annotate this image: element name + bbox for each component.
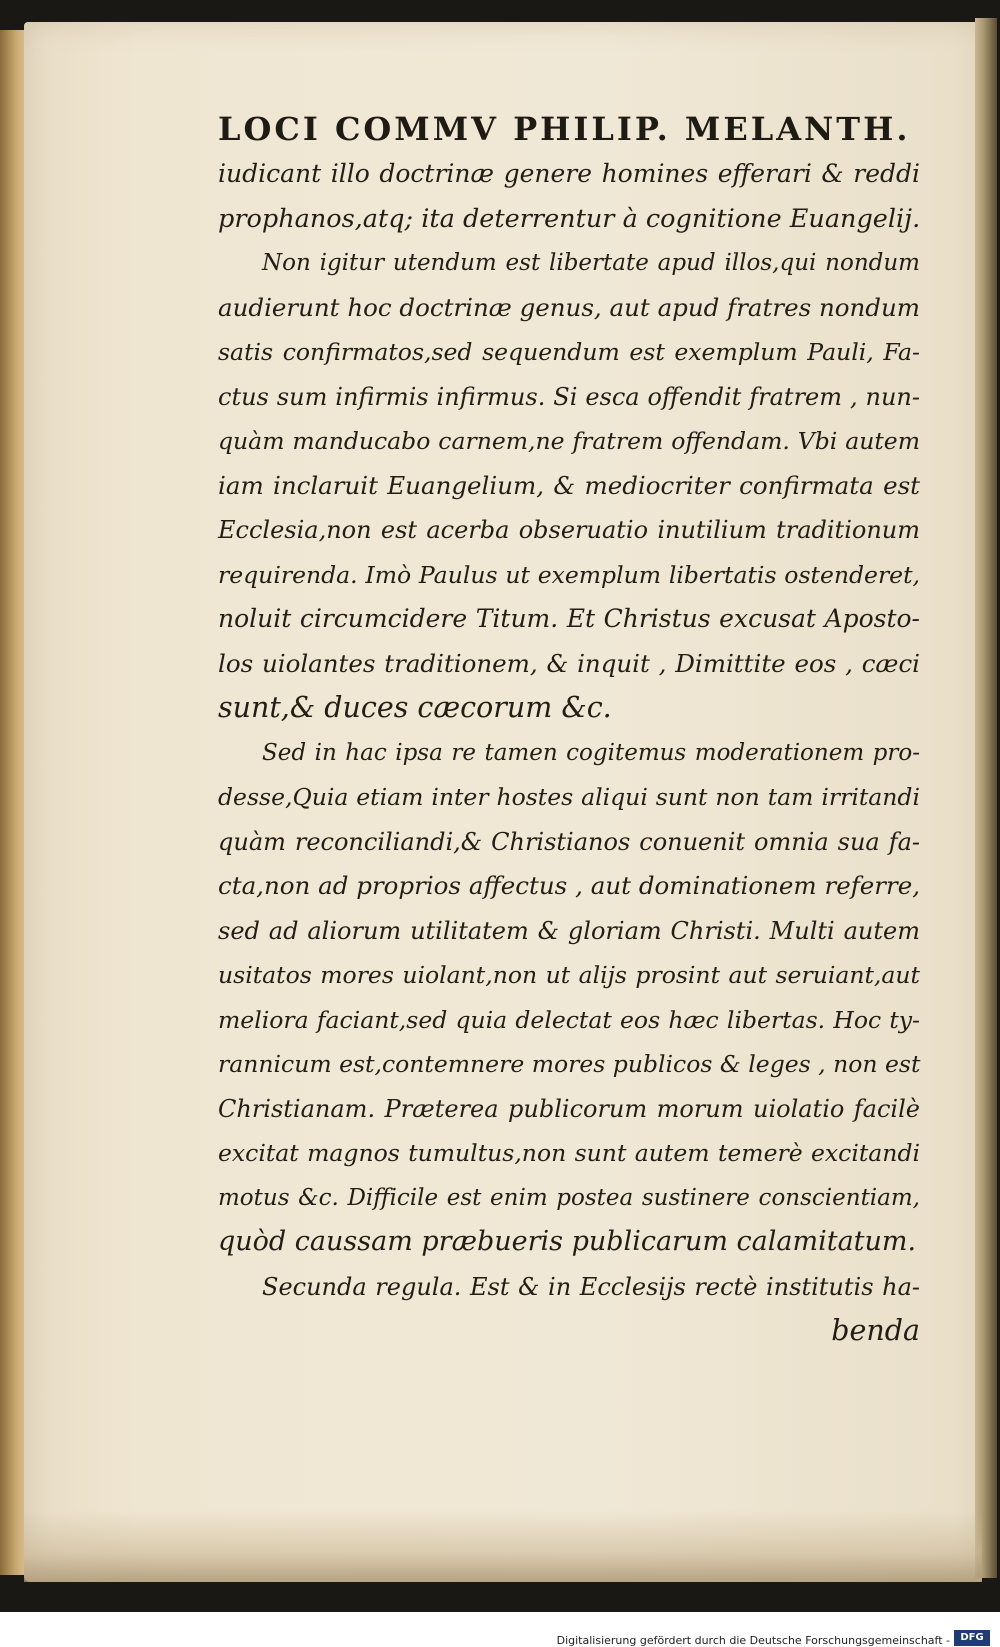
text-line: Sed in hac ipsa re tamen cogitemus moderationem pro-: [262, 739, 920, 766]
text-line: meliora faciant,sed quia delectat eos hæc libertas. Hoc ty-: [218, 1005, 920, 1034]
text-line: los uiolantes traditionem, & inquit , Dimittite eos , cæci: [218, 648, 920, 678]
text-line: Ecclesia,non est acerba obseruatio inutilium traditionum: [218, 516, 920, 544]
text-line: noluit circumcidere Titum. Et Christus excusat Aposto-: [218, 604, 920, 633]
text-line: satis confirmatos,sed sequendum est exemplum Pauli, Fa-: [218, 338, 920, 366]
text-line: quòd caussam præbueris publicarum calamitatum.: [218, 1226, 917, 1257]
text-line: requirenda. Imò Paulus ut exemplum libertatis ostenderet,: [218, 560, 920, 589]
text-line: quàm manducabo carnem,ne fratrem offendam. Vbi autem: [218, 427, 920, 455]
text-line: audierunt hoc doctrinæ genus, aut apud fratres nondum: [218, 292, 920, 322]
running-head: LOCI COMMV PHILIP. MELANTH.: [218, 110, 911, 148]
text-line: Secunda regula. Est & in Ecclesijs rectè institutis ha-: [262, 1272, 920, 1301]
text-line: ctus sum infirmis infirmus. Si esca offendit fratrem , nun-: [218, 382, 920, 411]
text-line: usitatos mores uiolant,non ut alijs prosint aut seruiant,aut: [218, 961, 920, 989]
text-line: quàm reconciliandi,& Christianos conuenit omnia sua fa-: [218, 827, 920, 856]
text-line: cta,non ad proprios affectus , aut dominationem referre,: [218, 871, 920, 900]
text-block: [218, 108, 920, 1354]
dfg-logo: DFG: [954, 1630, 990, 1646]
catchword: benda: [831, 1314, 920, 1347]
text-line: Christianam. Præterea publicorum morum uiolatio facilè: [218, 1094, 920, 1123]
text-line: excitat magnos tumultus,non sunt autem temerè excitandi: [218, 1139, 920, 1167]
footer-credit: Digitalisierung gefördert durch die Deutsche Forschungsgemeinschaft -: [556, 1634, 950, 1647]
text-line: prophanos,atq; ita deterrentur à cognitione Euangelij.: [218, 203, 921, 234]
text-line: desse,Quia etiam inter hostes aliqui sunt non tam irritandi: [218, 783, 920, 811]
book-spine: [0, 30, 26, 1575]
text-line: sed ad aliorum utilitatem & gloriam Christi. Multi autem: [218, 916, 920, 945]
page-wear: [24, 1510, 982, 1582]
text-line: rannicum est,contemnere mores publicos & leges , non est: [218, 1050, 921, 1078]
page-edge: [975, 18, 997, 1578]
text-line: motus &c. Difficile est enim postea sustinere conscientiam,: [218, 1184, 920, 1211]
text-line: Non igitur utendum est libertate apud illos,qui nondum: [262, 250, 920, 276]
text-line: iam inclaruit Euangelium, & mediocriter confirmata est: [218, 470, 920, 500]
text-line: iudicant illo doctrinæ genere homines efferari & reddi: [218, 159, 920, 188]
body-text: [218, 152, 920, 1309]
text-line: sunt,& duces cæcorum &c.: [218, 691, 612, 724]
